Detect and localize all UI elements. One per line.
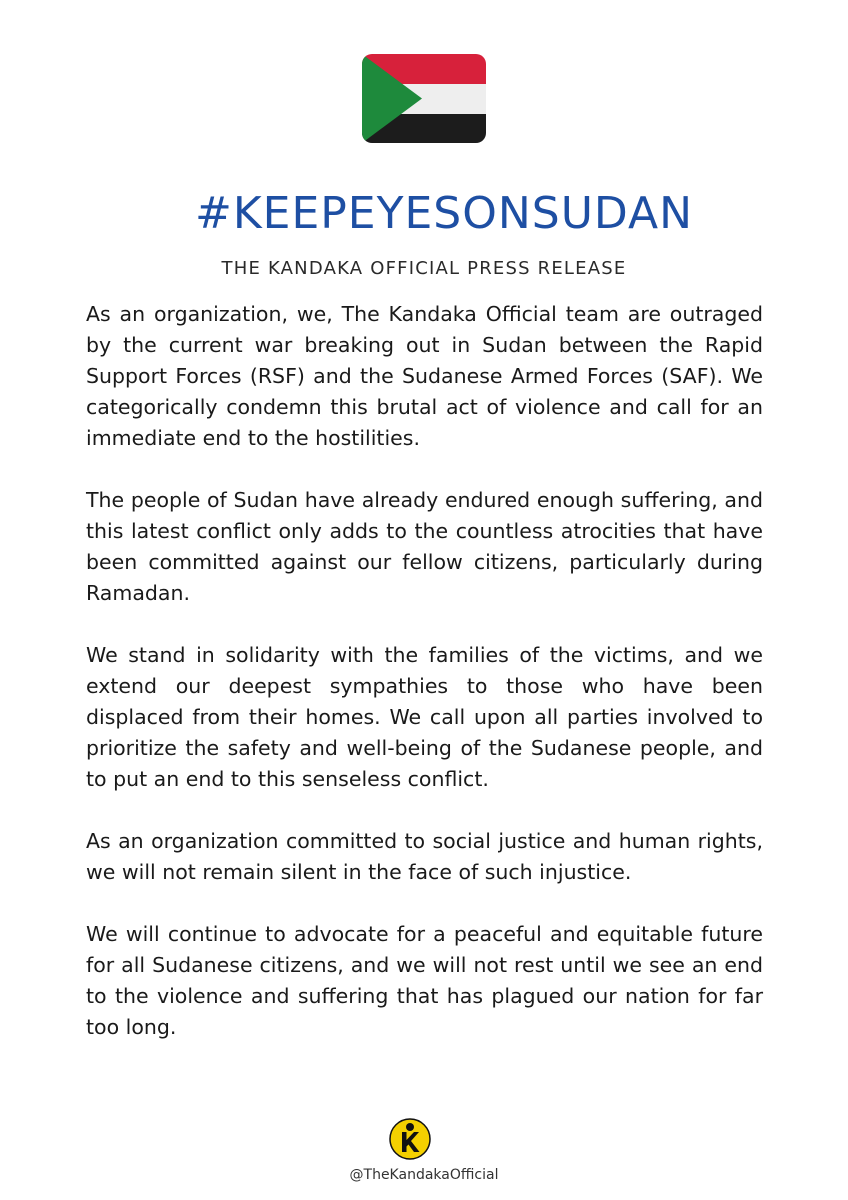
paragraph-1: As an organization, we, The Kandaka Official team are outraged by the current war breaking out in Sudan between the Rapid Support Forces (RSF) and the Sudanese Armed Forces (SAF). We categorically condemn this brutal act of violence and call for an immediate end to the hostilities. <box>86 302 763 450</box>
page-subtitle: THE KANDAKA OFFICIAL PRESS RELEASE <box>221 258 627 279</box>
paragraph-4: As an organization committed to social justice and human rights, we will not remain silent in the face of such injustice. <box>86 829 763 884</box>
kandaka-logo-icon <box>389 1118 431 1160</box>
sudan-flag-icon <box>362 54 486 143</box>
paragraph-5: We will continue to advocate for a peaceful and equitable future for all Sudanese citizens, and we will not rest until we see an end to the violence and suffering that has plagued our nation for far too long. <box>86 922 763 1039</box>
page-title: #KEEPEYESONSUDAN <box>194 188 694 239</box>
paragraph-3: We stand in solidarity with the families of the victims, and we extend our deepest sympathies to those who have been displaced from their homes. We call upon all parties involved to prioritize the safety and well-being of the Sudanese people, and to put an end to this senseless conflict. <box>86 643 763 791</box>
press-release-body <box>86 299 763 1043</box>
social-handle: @TheKandakaOfficial <box>349 1167 499 1183</box>
paragraph-2: The people of Sudan have already endured enough suffering, and this latest conflict only adds to the countless atrocities that have been committed against our fellow citizens, particularly during Ramadan. <box>86 488 763 605</box>
